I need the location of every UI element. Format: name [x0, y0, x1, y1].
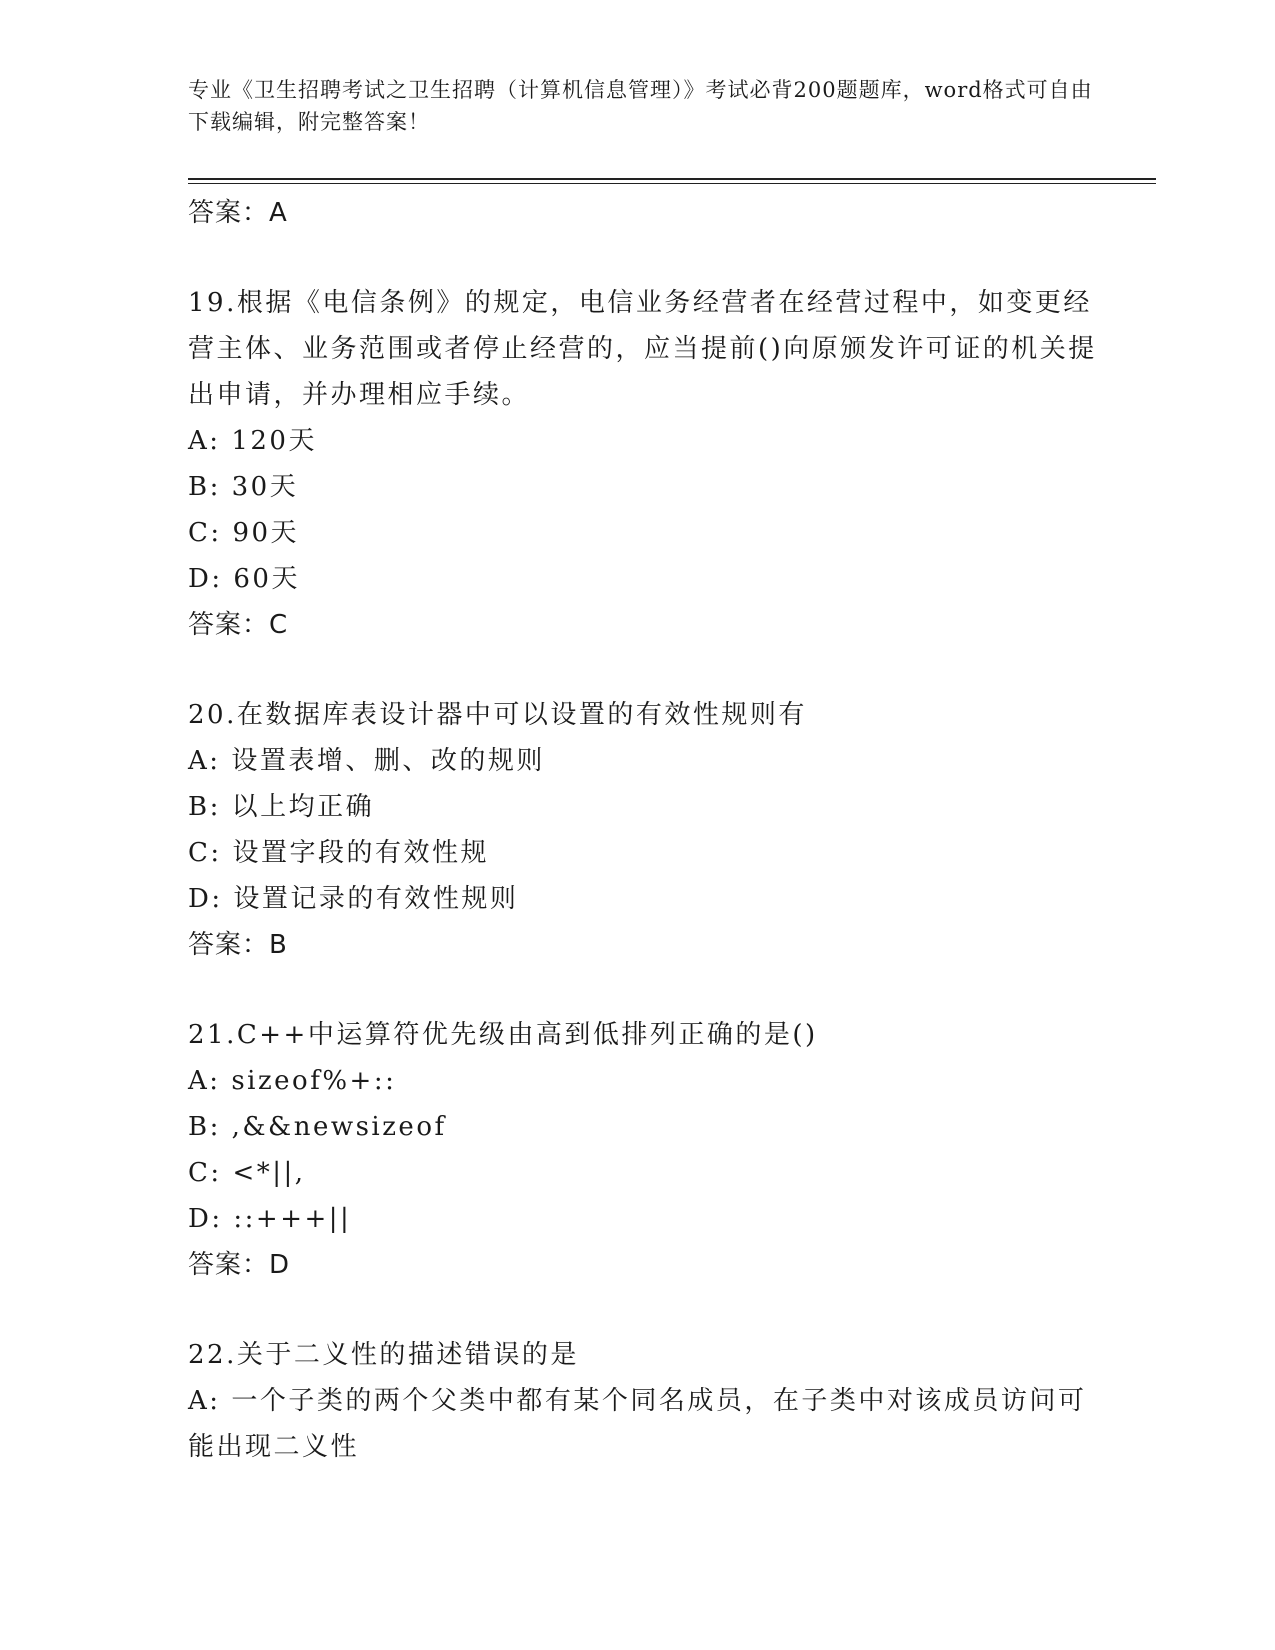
answer-label: 答案： — [188, 610, 270, 640]
answer-label: 答案： — [188, 198, 270, 228]
option-text: 设置表增、删、改的规则 — [231, 746, 545, 776]
answer-value: D — [269, 1250, 291, 1280]
option-letter: C — [188, 518, 211, 548]
option-text: 一个子类的两个父类中都有某个同名成员，在子类中对该成员访问可能出现二义性 — [188, 1386, 1087, 1462]
option-d — [188, 556, 1108, 602]
answer-line — [188, 602, 1108, 648]
answer-label: 答案： — [188, 1250, 270, 1280]
option-b — [188, 1104, 1108, 1150]
option-text: ::+++|| — [233, 1204, 352, 1234]
header-rule — [188, 178, 1156, 180]
question-block — [188, 280, 1108, 648]
question-text: 21.C++中运算符优先级由高到低排列正确的是() — [188, 1020, 818, 1050]
option-separator: : — [209, 792, 232, 822]
option-separator: : — [211, 884, 234, 914]
answer-label: 答案： — [188, 930, 270, 960]
option-text: 以上均正确 — [231, 792, 375, 822]
option-b — [188, 464, 1108, 510]
option-a — [188, 1058, 1108, 1104]
option-letter: C — [188, 838, 211, 868]
question-block — [188, 1332, 1108, 1470]
option-letter: D — [188, 1204, 212, 1234]
option-a — [188, 738, 1108, 784]
question-block — [188, 692, 1108, 968]
option-letter: B — [188, 792, 210, 822]
question-block — [188, 1012, 1108, 1288]
question-list — [188, 190, 1108, 1470]
option-separator: : — [210, 838, 233, 868]
option-b — [188, 784, 1108, 830]
option-separator: : — [209, 1066, 232, 1096]
option-letter: D — [188, 564, 212, 594]
answer-line — [188, 190, 1108, 236]
answer-value: C — [269, 610, 289, 640]
option-a — [188, 418, 1108, 464]
option-letter: B — [188, 1112, 210, 1142]
option-letter: A — [188, 426, 210, 456]
option-separator: : — [209, 472, 232, 502]
question-text: 22.关于二义性的描述错误的是 — [188, 1340, 579, 1370]
header-rule-thin — [188, 183, 1156, 184]
option-c — [188, 510, 1108, 556]
option-text: 60天 — [233, 564, 300, 594]
answer-value: B — [269, 930, 288, 960]
option-letter: D — [188, 884, 212, 914]
option-text: ,&&newsizeof — [231, 1112, 447, 1142]
option-separator: : — [209, 1386, 232, 1416]
option-text: sizeof%+:: — [231, 1066, 397, 1096]
option-text: 120天 — [231, 426, 317, 456]
option-a — [188, 1378, 1108, 1470]
option-separator: : — [210, 1158, 233, 1188]
option-text: 设置记录的有效性规则 — [233, 884, 519, 914]
option-letter: A — [188, 1066, 210, 1096]
option-letter: A — [188, 1386, 210, 1416]
option-letter: C — [188, 1158, 211, 1188]
question-text: 19.根据《电信条例》的规定，电信业务经营者在经营过程中，如变更经营主体、业务范围或者停止经营的，应当提前()向原颁发许可证的机关提出申请，并办理相应手续。 — [188, 288, 1097, 410]
option-separator: : — [210, 518, 233, 548]
option-text: <*||, — [232, 1158, 306, 1188]
answer-line — [188, 1242, 1108, 1288]
option-letter: A — [188, 746, 210, 776]
option-text: 设置字段的有效性规 — [232, 838, 489, 868]
option-c — [188, 1150, 1108, 1196]
option-separator: : — [209, 1112, 232, 1142]
option-c — [188, 830, 1108, 876]
document-header-title: 专业《卫生招聘考试之卫生招聘（计算机信息管理）》考试必背200题题库，word格式可自由下载编辑，附完整答案！ — [188, 78, 1093, 134]
option-letter: B — [188, 472, 210, 502]
option-separator: : — [209, 746, 232, 776]
option-d — [188, 1196, 1108, 1242]
option-separator: : — [211, 564, 234, 594]
question-text: 20.在数据库表设计器中可以设置的有效性规则有 — [188, 700, 807, 730]
option-separator: : — [209, 426, 232, 456]
option-text: 30天 — [231, 472, 299, 502]
answer-value: A — [269, 198, 288, 228]
option-separator: : — [211, 1204, 234, 1234]
answer-line — [188, 922, 1108, 968]
option-d — [188, 876, 1108, 922]
option-text: 90天 — [232, 518, 300, 548]
